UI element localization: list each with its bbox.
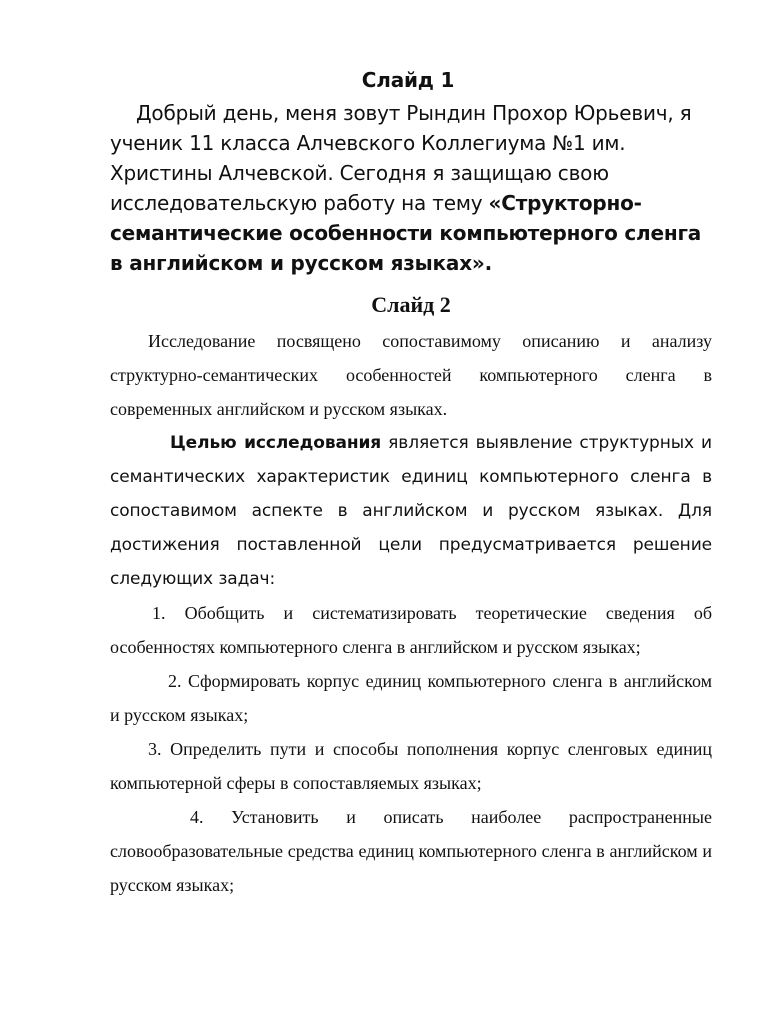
slide-1-intro-text: Добрый день, меня зовут Рындин Прохор Юрьевич, я ученик 11 класса Алчевского Коллегиума №1 им. Христины Алчевской. Сегодня я защищаю свою исследовательскую работу на тему (110, 101, 692, 215)
slide-1-heading: Слайд 1 (361, 68, 455, 92)
slide-2-goal-paragraph (110, 426, 712, 596)
task-item-2: 2. Сформировать корпус единиц компьютерного сленга в английском и русском языках; (110, 671, 712, 725)
slide-2-heading: Слайд 2 (371, 292, 451, 317)
goal-rest-text: является выявление структурных и семантических характеристик единиц компьютерного сленга в сопоставимом аспекте в английском и русском языках. Для достижения поставленной цели предусматривается решение следующих задач: (110, 433, 712, 589)
goal-lead-text: Целью исследования (170, 433, 382, 453)
slide-2-section (110, 290, 712, 902)
slide-2-intro-paragraph: Исследование посвящено сопоставимому описанию и анализу структурно-семантических особенностей компьютерного сленга в современных английском и русском языках. (110, 331, 712, 419)
slide-1-paragraph (110, 98, 706, 278)
task-item-4: 4. Установить и описать наиболее распространенные словообразовательные средства единиц компьютерного сленга в английском и русском языках; (110, 807, 712, 895)
slide-1-topic-title: «Структорно-семантические особенности компьютерного сленга в английском и русском языках». (110, 191, 702, 275)
task-item-1: 1. Обобщить и систематизировать теоретические сведения об особенностях компьютерного сленга в английском и русском языках; (110, 603, 712, 657)
slide-1-section (110, 66, 706, 278)
task-item-3: 3. Определить пути и способы пополнения корпус сленговых единиц компьютерной сферы в сопоставляемых языках; (110, 739, 712, 793)
